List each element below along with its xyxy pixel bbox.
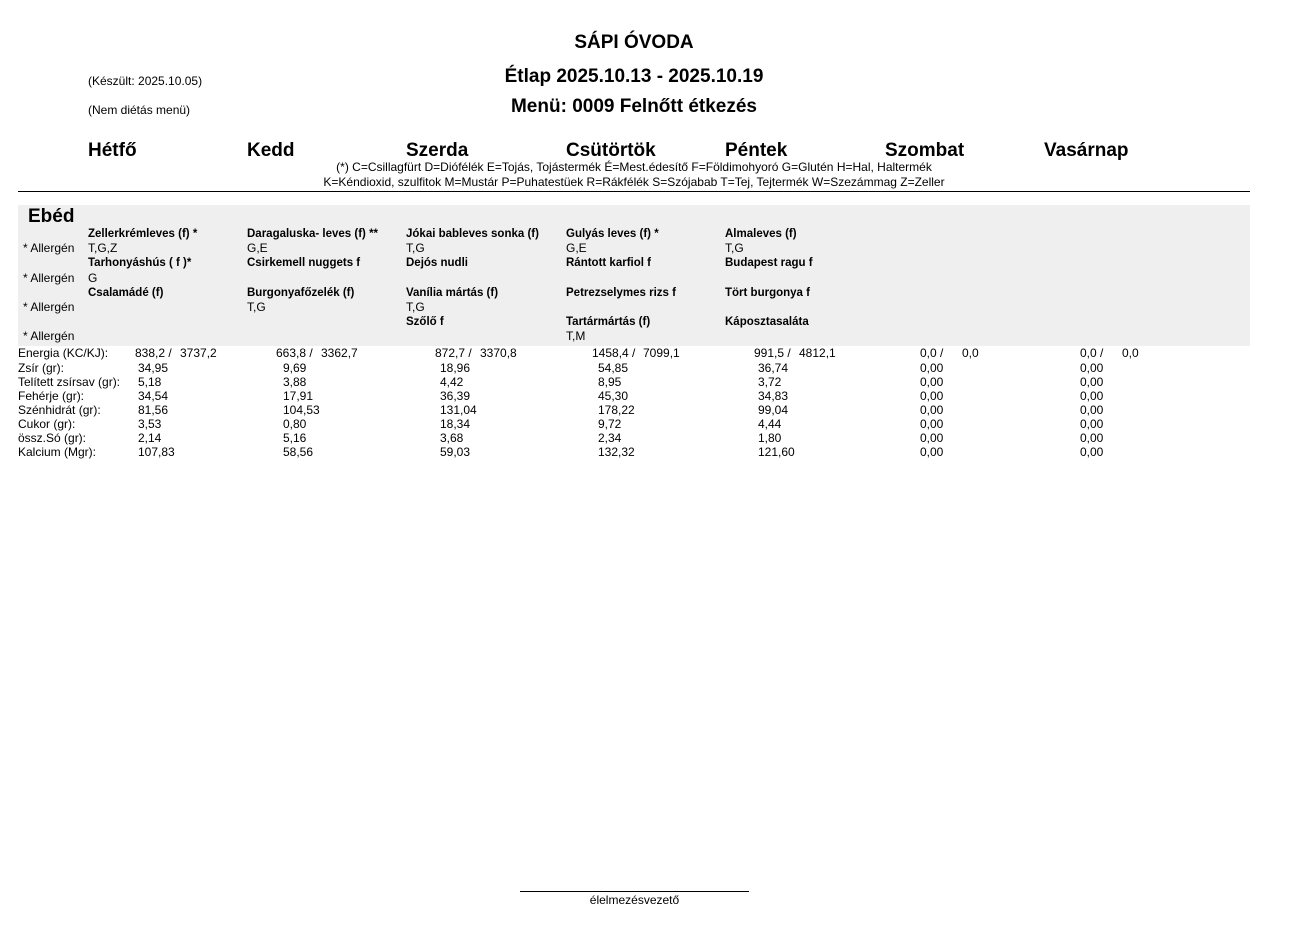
dish-allergens: G,E — [247, 241, 268, 255]
energy-kcal: 0,0 / — [1080, 346, 1104, 360]
nutrient-label: Cukor (gr): — [18, 417, 76, 431]
energy-kcal: 872,7 / — [435, 346, 472, 360]
energy-kj: 3362,7 — [321, 346, 358, 360]
nutrient-value: 0,00 — [920, 417, 944, 431]
dish-name: Tartármártás (f) — [566, 316, 651, 328]
day-header-saturday: Szombat — [885, 140, 965, 161]
dish-name: Burgonyafőzelék (f) — [247, 287, 355, 299]
dish-name: Zellerkrémleves (f) * — [88, 228, 198, 240]
nutrient-label: össz.Só (gr): — [18, 431, 87, 445]
allergen-label: * Allergén — [23, 329, 75, 343]
nutrient-label-energy: Energia (KC/KJ): — [18, 346, 109, 360]
nutrient-value: 2,34 — [598, 431, 622, 445]
nutrient-value: 3,72 — [758, 375, 782, 389]
nutrient-value: 3,53 — [138, 417, 162, 431]
nutrient-value: 54,85 — [598, 361, 629, 375]
dish-name: Rántott karfiol f — [566, 257, 651, 269]
energy-kj: 0,0 — [1122, 346, 1139, 360]
nutrient-label: Kalcium (Mgr): — [18, 445, 97, 459]
header-divider — [18, 191, 1250, 192]
nutrient-value: 3,88 — [283, 375, 307, 389]
nutrient-value: 0,00 — [1080, 389, 1104, 403]
signature-label: élelmezésvezető — [589, 893, 680, 907]
day-header-friday: Péntek — [725, 140, 788, 161]
nutrient-value: 99,04 — [758, 403, 789, 417]
nutrient-value: 34,54 — [138, 389, 169, 403]
school-name: SÁPI ÓVODA — [574, 32, 694, 53]
dish-name: Almaleves (f) — [725, 228, 797, 240]
allergen-label: * Allergén — [23, 300, 75, 314]
nutrient-value: 0,00 — [1080, 417, 1104, 431]
nutrient-value: 5,18 — [138, 375, 162, 389]
menu-title: Menü: 0009 Felnőtt étkezés — [510, 96, 758, 117]
dish-allergens: G,E — [566, 241, 587, 255]
dish-name: Dejós nudli — [406, 257, 468, 269]
allergen-label: * Allergén — [23, 271, 75, 285]
dish-name: Káposztasaláta — [725, 316, 809, 328]
nutrient-value: 0,00 — [1080, 431, 1104, 445]
nutrient-value: 36,39 — [440, 389, 471, 403]
nutrient-value: 4,42 — [440, 375, 464, 389]
dish-name: Csirkemell nuggets f — [247, 257, 361, 269]
dish-allergens: T,G,Z — [88, 241, 118, 255]
nutrient-value: 45,30 — [598, 389, 629, 403]
nutrient-value: 8,95 — [598, 375, 622, 389]
nutrient-value: 0,00 — [920, 445, 944, 459]
day-header-thursday: Csütörtök — [566, 140, 656, 161]
nutrient-value: 178,22 — [598, 403, 635, 417]
dish-name: Csalamádé (f) — [88, 287, 164, 299]
nutrient-value: 18,34 — [440, 417, 471, 431]
energy-kcal: 1458,4 / — [592, 346, 636, 360]
dish-name: Tört burgonya f — [725, 287, 810, 299]
dish-allergens: T,G — [406, 241, 425, 255]
energy-kj: 7099,1 — [643, 346, 680, 360]
dish-name: Petrezselymes rizs f — [566, 287, 676, 299]
nutrient-value: 59,03 — [440, 445, 471, 459]
nutrient-value: 36,74 — [758, 361, 789, 375]
allergen-legend-line-2: K=Kéndioxid, szulfitok M=Mustár P=Puhatestüek R=Rákfélék S=Szójabab T=Tej, Tejtermék W=Szezámmag Z=Zeller — [323, 175, 945, 189]
nutrient-value: 0,00 — [920, 361, 944, 375]
allergen-label: * Allergén — [23, 241, 75, 255]
dish-name: Gulyás leves (f) * — [566, 228, 659, 240]
nutrient-value: 0,00 — [1080, 375, 1104, 389]
allergen-legend-line-1: (*) C=Csillagfürt D=Diófélék E=Tojás, Tojástermék É=Mest.édesítő F=Földimohyoró G=Glutén H=Hal, Haltermék — [336, 160, 932, 174]
nutrient-value: 81,56 — [138, 403, 169, 417]
nutrient-value: 131,04 — [440, 403, 477, 417]
nutrient-value: 104,53 — [283, 403, 320, 417]
energy-kj: 0,0 — [962, 346, 979, 360]
nutrient-value: 0,00 — [920, 389, 944, 403]
nutrient-label: Fehérje (gr): — [18, 389, 85, 403]
created-date: (Készült: 2025.10.05) — [88, 74, 203, 88]
dish-name: Daragaluska- leves (f) ** — [247, 228, 379, 240]
nutrient-value: 0,00 — [1080, 361, 1104, 375]
energy-kj: 3370,8 — [480, 346, 517, 360]
nutrient-value: 9,72 — [598, 417, 622, 431]
nutrient-value: 0,00 — [1080, 445, 1104, 459]
nutrient-value: 0,80 — [283, 417, 307, 431]
dish-allergens: T,G — [725, 241, 744, 255]
energy-kcal: 838,2 / — [135, 346, 172, 360]
nutrient-label: Szénhidrát (gr): — [18, 403, 101, 417]
day-header-tuesday: Kedd — [247, 140, 295, 161]
energy-kj: 3737,2 — [180, 346, 217, 360]
dish-allergens: T,G — [247, 300, 266, 314]
dish-allergens: G — [88, 271, 98, 285]
energy-kj: 4812,1 — [799, 346, 836, 360]
dish-allergens: T,G — [406, 300, 425, 314]
nutrient-value: 58,56 — [283, 445, 314, 459]
nutrient-value: 0,00 — [1080, 403, 1104, 417]
nutrient-value: 121,60 — [758, 445, 795, 459]
nutrient-value: 34,83 — [758, 389, 789, 403]
dish-name: Vanília mártás (f) — [406, 287, 499, 299]
energy-kcal: 991,5 / — [754, 346, 791, 360]
day-header-wednesday: Szerda — [406, 140, 469, 161]
nutrient-value: 18,96 — [440, 361, 471, 375]
signature-line — [520, 891, 749, 892]
nutrient-value: 132,32 — [598, 445, 635, 459]
dish-name: Jókai bableves sonka (f) — [406, 228, 539, 240]
date-range-title: Étlap 2025.10.13 - 2025.10.19 — [504, 66, 764, 87]
meal-title: Ebéd — [28, 206, 75, 227]
dish-name: Szőlő f — [406, 316, 444, 328]
nutrient-value: 4,44 — [758, 417, 782, 431]
menu-type: (Nem diétás menü) — [88, 103, 191, 117]
day-header-sunday: Vasárnap — [1044, 140, 1129, 161]
dish-allergens: T,M — [566, 329, 586, 343]
nutrient-value: 2,14 — [138, 431, 162, 445]
energy-kcal: 0,0 / — [920, 346, 944, 360]
nutrient-value: 17,91 — [283, 389, 314, 403]
nutrient-value: 107,83 — [138, 445, 175, 459]
nutrient-value: 3,68 — [440, 431, 464, 445]
nutrient-label: Telített zsírsav (gr): — [18, 375, 121, 389]
dish-name: Budapest ragu f — [725, 257, 813, 269]
nutrient-value: 1,80 — [758, 431, 782, 445]
day-header-monday: Hétfő — [88, 140, 137, 161]
nutrient-label: Zsír (gr): — [18, 361, 64, 375]
nutrient-value: 0,00 — [920, 403, 944, 417]
nutrient-value: 9,69 — [283, 361, 307, 375]
nutrient-value: 0,00 — [920, 431, 944, 445]
energy-kcal: 663,8 / — [276, 346, 313, 360]
dish-name: Tarhonyáshús ( f )* — [88, 257, 192, 269]
nutrient-value: 5,16 — [283, 431, 307, 445]
nutrient-value: 0,00 — [920, 375, 944, 389]
nutrient-value: 34,95 — [138, 361, 169, 375]
